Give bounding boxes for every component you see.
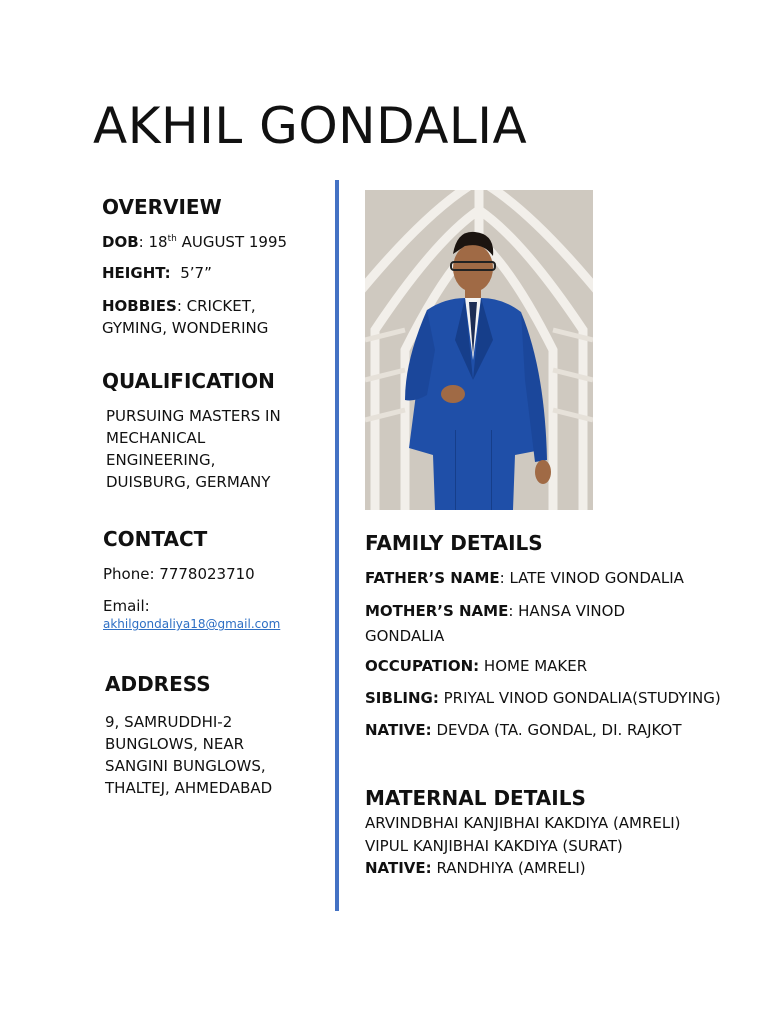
hobbies-line: HOBBIES: CRICKET, GYMING, WONDERING xyxy=(102,297,269,337)
occupation-line xyxy=(365,655,587,677)
sibling-line xyxy=(365,687,721,709)
family-heading: FAMILY DETAILS xyxy=(365,531,543,555)
email-label: Email: xyxy=(103,597,150,615)
father-label: FATHER’S NAME xyxy=(365,569,500,587)
email-link[interactable]: akhilgondaliya18@gmail.com xyxy=(103,617,281,631)
dob-line: DOB: 18th AUGUST 1995 xyxy=(102,233,288,251)
address-line: BUNGLOWS, NEAR xyxy=(105,735,245,753)
qualification-line: ENGINEERING, xyxy=(106,451,216,469)
qualification-line: PURSUING MASTERS IN xyxy=(106,407,281,425)
native-line xyxy=(365,719,682,741)
native-label: NATIVE: xyxy=(365,721,432,739)
address-text xyxy=(105,711,272,799)
resume-name: AKHIL GONDALIA xyxy=(93,97,528,155)
address-line: THALTEJ, AHMEDABAD xyxy=(105,779,273,797)
phone-line: Phone: 7778023710 xyxy=(103,565,255,583)
sibling-label: SIBLING: xyxy=(365,689,439,707)
mother-line: MOTHER’S NAME: HANSA VINOD GONDALIA xyxy=(365,602,626,645)
mother-value-1: HANSA VINOD xyxy=(518,602,626,620)
native-value: DEVDA (TA. GONDAL, DI. RAJKOT xyxy=(436,721,682,739)
maternal-native-value: RANDHIYA (AMRELI) xyxy=(436,859,586,877)
dob-suffix: th xyxy=(167,234,177,244)
maternal-native-label: NATIVE: xyxy=(365,859,432,877)
contact-heading: CONTACT xyxy=(103,527,208,551)
profile-photo xyxy=(365,190,593,510)
height-line xyxy=(102,262,212,284)
dob-rest: AUGUST 1995 xyxy=(181,233,288,251)
hobbies-value-1: CRICKET, xyxy=(186,297,256,315)
maternal-line-1: ARVINDBHAI KANJIBHAI KAKDIYA (AMRELI) xyxy=(365,814,681,832)
column-divider xyxy=(335,180,339,911)
occupation-label: OCCUPATION: xyxy=(365,657,480,675)
dob-label: DOB xyxy=(102,233,139,251)
qualification-line: DUISBURG, GERMANY xyxy=(106,473,271,491)
address-line: 9, SAMRUDDHI-2 xyxy=(105,713,233,731)
sibling-value: PRIYAL VINOD GONDALIA(STUDYING) xyxy=(443,689,721,707)
maternal-native-line xyxy=(365,857,586,879)
address-heading: ADDRESS xyxy=(105,672,211,696)
mother-value-2: GONDALIA xyxy=(365,627,445,645)
father-value: LATE VINOD GONDALIA xyxy=(509,569,684,587)
qualification-line: MECHANICAL xyxy=(106,429,206,447)
maternal-heading: MATERNAL DETAILS xyxy=(365,786,586,810)
profile-photo-illustration xyxy=(365,190,593,510)
qualification-heading: QUALIFICATION xyxy=(102,369,275,393)
overview-heading: OVERVIEW xyxy=(102,195,222,219)
address-line: SANGINI BUNGLOWS, xyxy=(105,757,266,775)
mother-label: MOTHER’S NAME xyxy=(365,602,509,620)
occupation-value: HOME MAKER xyxy=(483,657,588,675)
father-line: FATHER’S NAME: LATE VINOD GONDALIA xyxy=(365,569,684,587)
dob-day: 18 xyxy=(148,233,168,251)
qualification-text xyxy=(106,405,281,493)
height-label: HEIGHT: xyxy=(102,264,171,282)
maternal-line-2: VIPUL KANJIBHAI KAKDIYA (SURAT) xyxy=(365,837,623,855)
hobbies-value-2: GYMING, WONDERING xyxy=(102,319,269,337)
height-value: 5’7” xyxy=(180,264,212,282)
hobbies-label: HOBBIES xyxy=(102,297,177,315)
